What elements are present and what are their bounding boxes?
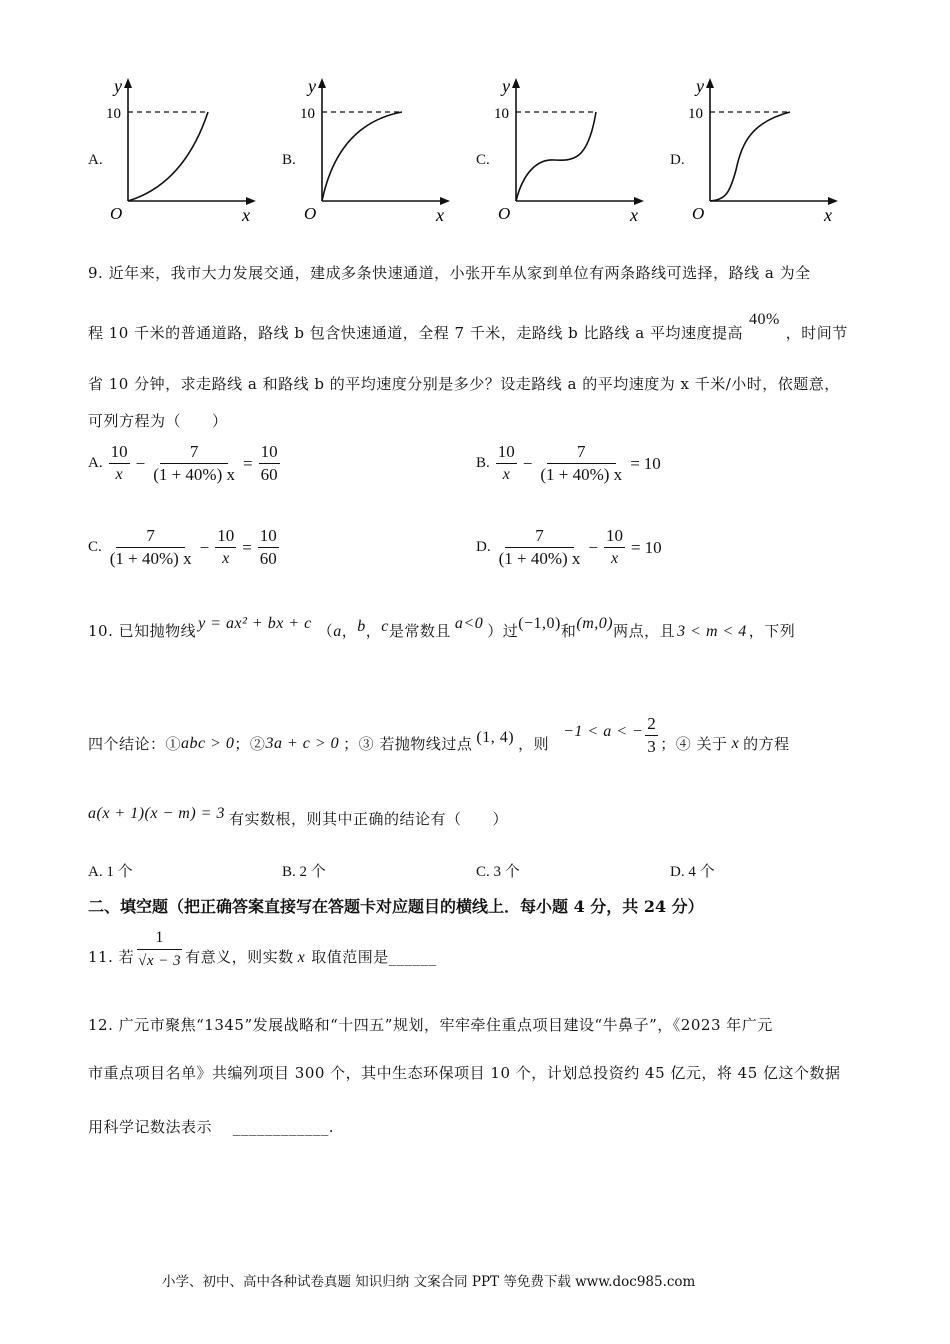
q9-d-t2-den: x (610, 550, 619, 567)
q9-option-a-rhs (259, 442, 280, 485)
q10-cond: a<0 (454, 615, 484, 632)
q10-l2a: 四个结论：① (88, 735, 182, 753)
graph-c-x-label: x (630, 205, 638, 224)
q9-option-d-frac2 (604, 526, 625, 569)
q9-a-t2-den: (1 + 40%) x (153, 465, 236, 484)
q10-comma2: ， (365, 622, 382, 640)
graph-b-tick-10: 10 (300, 106, 315, 122)
q9-option-c-rhs (258, 526, 279, 569)
q10-parabola-eq: y = ax² + bx + c (198, 615, 312, 632)
q10-option-b: B. 2 个 (282, 864, 326, 880)
q10-a: a (333, 623, 342, 640)
q10-comma1: ， (341, 622, 358, 640)
graph-b-label: B. (282, 152, 296, 168)
q9-d-t2-num: 10 (604, 526, 625, 548)
q9-option-a (88, 442, 282, 485)
q9-a-t1-num: 10 (109, 442, 130, 464)
q11-prefix: 11. 若 (88, 948, 135, 966)
q9-c-rhs-num: 10 (258, 526, 279, 548)
graph-c-label: C. (476, 152, 490, 168)
q9-d-rhs: 10 (644, 537, 662, 557)
section-2-heading: 二、填空题（把正确答案直接写在答题卡对应题目的横线上．每小题 4 分，共 24 分） (88, 897, 704, 916)
q9-option-c (88, 526, 281, 569)
q11-fraction (136, 928, 183, 971)
q9-b-t2-den: (1 + 40%) x (540, 465, 623, 484)
q9-a-minus: − (135, 453, 146, 473)
page-footer: 小学、初中、高中各种试卷真题 知识归纳 文案合同 PPT 等免费下载 www.doc985.com (162, 1274, 696, 1290)
graph-options-row (0, 70, 950, 230)
q10-l2f: 的方程 (743, 735, 790, 753)
q10-c: c (381, 618, 389, 635)
q10-equation: a(x + 1)(x − m) = 3 (88, 805, 225, 822)
q11-x: x (297, 949, 306, 966)
q9-b-minus: − (522, 453, 533, 473)
q10-point1: (−1,0) (518, 615, 561, 632)
graph-d-label: D. (670, 152, 685, 168)
graph-b-y-label: y (308, 76, 316, 96)
graph-c-tick-10: 10 (494, 106, 509, 122)
q9-option-d-label: D. (476, 539, 491, 555)
q9-line4: 可列方程为（ ） (88, 412, 228, 430)
q9-line2-b: ，时间节 (785, 324, 848, 342)
graph-a-y-label: y (114, 76, 122, 96)
q10-l2b: ；② (234, 735, 266, 753)
graph-d-x-label: x (824, 205, 832, 224)
q9-c-t1-num: 7 (116, 526, 185, 548)
q12-line2: 市重点项目名单》共编列项目 300 个，其中生态环保项目 10 个，计划总投资约 45 亿元，将 45 亿这个数据 (88, 1064, 841, 1082)
q9-option-a-frac1 (109, 442, 130, 485)
graph-a-tick-10: 10 (106, 106, 121, 122)
q9-c-minus: − (199, 537, 210, 557)
graph-a-origin: O (110, 204, 123, 223)
graph-d-y-label: y (696, 76, 704, 96)
q10-p2: （ (317, 622, 334, 640)
q9-b-t2-num: 7 (547, 442, 616, 464)
q10-p3: 是常数且 (388, 622, 451, 640)
q9-d-t1-den: (1 + 40%) x (498, 549, 581, 568)
graph-d-origin: O (692, 204, 705, 223)
q9-c-t2-num: 10 (215, 526, 236, 548)
q10-point3: (1, 4) (476, 728, 515, 746)
graph-b-x-label: x (436, 205, 444, 224)
q12-line1: 12. 广元市聚焦“1345”发展战略和“十四五”规划，牢牢牵住重点项目建设“牛鼻子”，《2023 年广元 (88, 1016, 773, 1034)
q10-line1 (88, 615, 796, 641)
q11-mid: 有意义，则实数 (185, 948, 294, 966)
graph-d-tick-10: 10 (688, 106, 703, 122)
q9-line2-a: 程 10 千米的普通道路，路线 b 包含快速通道，全程 7 千米，走路线 b 比路线 a 平均速度提高 (88, 324, 743, 342)
q9-c-rhs-den: 60 (259, 549, 277, 568)
q9-option-d-frac1 (497, 526, 583, 569)
q9-c-t1-den: (1 + 40%) x (109, 549, 192, 568)
q9-a-eq: = (243, 453, 253, 473)
q12-line3: 用科学记数法表示 ____________. (88, 1118, 335, 1136)
q10-conclusion2: 3a + c > 0 (265, 734, 340, 752)
q9-option-c-frac2 (215, 526, 236, 569)
q10-p1: 10. 已知抛物线 (88, 622, 197, 640)
q10-line2 (88, 714, 790, 765)
q9-option-c-label: C. (88, 539, 102, 555)
q9-option-b-frac1 (496, 442, 517, 485)
graph-b-origin: O (304, 204, 317, 223)
q9-option-a-frac2 (151, 442, 237, 485)
q10-l2e: ；④ 关于 (660, 735, 728, 753)
graph-c-origin: O (498, 204, 511, 223)
q11-suffix: 取值范围是______ (311, 948, 437, 966)
q9-a-t2-num: 7 (160, 442, 229, 464)
q9-b-rhs: 10 (643, 453, 661, 473)
q9-option-b (476, 442, 661, 485)
q9-option-a-label: A. (88, 455, 103, 471)
q9-a-t1-den: x (115, 466, 123, 483)
q9-d-t1-num: 7 (505, 526, 574, 548)
q9-option-d (476, 526, 662, 569)
q9-line3: 省 10 分钟，求走路线 a 和路线 b 的平均速度分别是多少？设走路线 a 的平均速度为 x 千米/小时，依题意， (88, 375, 840, 393)
q10-option-d: D. 4 个 (670, 864, 715, 880)
q10-l2d: ，则 (518, 735, 550, 753)
q10-p5: 和 (560, 622, 577, 640)
q10-point2: (m,0) (576, 615, 614, 632)
q9-d-eq: = (631, 537, 641, 557)
q9-c-t2-den: x (222, 550, 230, 567)
q10-range: 3 < m < 4 (677, 623, 747, 640)
q10-p4: ）过 (487, 622, 519, 640)
graph-a (104, 74, 264, 224)
q9-a-rhs-den: 60 (260, 465, 278, 484)
q9-a-rhs-num: 10 (259, 442, 280, 464)
q11 (88, 928, 437, 971)
q11-den: √x − 3 (138, 953, 182, 969)
q10-option-c: C. 3 个 (476, 864, 520, 880)
q9-b-t1-num: 10 (496, 442, 517, 464)
q9-percent: 40% (748, 311, 780, 328)
graph-a-x-label: x (242, 205, 250, 224)
q9-b-t1-den: x (502, 466, 510, 483)
graph-c (492, 74, 652, 224)
q9-option-b-label: B. (476, 455, 490, 471)
q10-x: x (731, 734, 740, 752)
q10-l2c: ；③ 若抛物线过点 (343, 735, 473, 753)
q10-b: b (357, 618, 366, 635)
graph-a-label: A. (88, 152, 103, 168)
q10-ineq-num: 2 (647, 714, 657, 733)
q9-line2 (88, 311, 848, 343)
q10-p7: ，下列 (748, 622, 796, 640)
q9-d-minus: − (588, 537, 599, 557)
q9-option-c-frac1 (108, 526, 194, 569)
q10-ineq-frac (645, 714, 658, 757)
q9-c-eq: = (242, 537, 252, 557)
q10-l3: 有实数根，则其中正确的结论有（ ） (228, 810, 508, 828)
q9-option-b-frac2 (538, 442, 624, 485)
graph-c-y-label: y (502, 76, 510, 96)
q9-b-eq: = (630, 453, 640, 473)
graph-d (686, 74, 846, 224)
q10-line3 (88, 805, 508, 829)
q10-conclusion1: abc > 0 (181, 734, 235, 752)
q11-num: 1 (137, 928, 182, 950)
q10-ineq-left: −1 < a < − (563, 722, 644, 740)
graph-b (298, 74, 458, 224)
q9-line1: 9. 近年来，我市大力发展交通，建成多条快速通道，小张开车从家到单位有两条路线可选择，路线 a 为全 (88, 264, 811, 282)
q10-option-a: A. 1 个 (88, 864, 133, 880)
q10-p6: 两点，且 (613, 622, 676, 640)
q10-ineq-den: 3 (647, 737, 657, 756)
